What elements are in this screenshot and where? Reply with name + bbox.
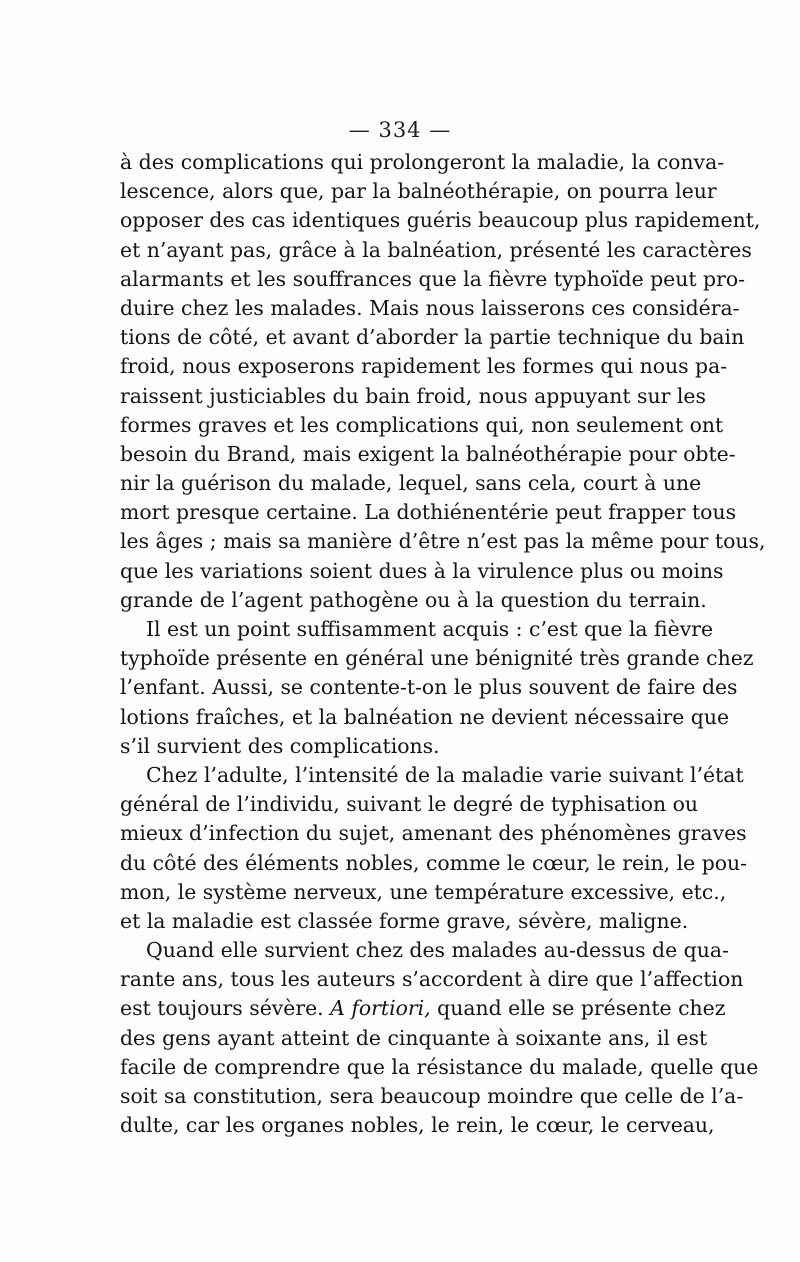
text-line: mieux d’infection du sujet, amenant des phénomènes graves: [120, 821, 747, 846]
italic-phrase: A fortiori,: [330, 996, 431, 1021]
text-line: et la maladie est classée forme grave, sévère, maligne.: [120, 908, 689, 933]
text-line: alarmants et les souffrances que la fièvre typhoïde peut pro-: [120, 266, 746, 291]
body-text: [120, 148, 766, 1140]
text-line: raissent justiciables du bain froid, nous appuyant sur les: [120, 383, 706, 408]
text-line: lescence, alors que, par la balnéothérapie, on pourra leur: [120, 179, 717, 204]
text-line: général de l’individu, suivant le degré de typhisation ou: [120, 792, 699, 817]
text-line: l’enfant. Aussi, se contente-t-on le plus souvent de faire des: [120, 675, 738, 700]
text-segment: est toujours sévère.: [120, 996, 324, 1021]
page-number: — 334 —: [348, 118, 452, 142]
text-line: duire chez les malades. Mais nous laisserons ces considéra-: [120, 295, 740, 320]
text-line: à des complications qui prolongeront la maladie, la conva-: [120, 150, 725, 174]
text-line: les âges ; mais sa manière d’être n’est pas la même pour tous,: [120, 529, 766, 554]
text-line: Quand elle survient chez des malades au-dessus de qua-: [146, 938, 729, 963]
text-line: Chez l’adulte, l’intensité de la maladie varie suivant l’état: [146, 762, 744, 787]
text-line: mon, le système nerveux, une température excessive, etc.,: [120, 879, 727, 904]
text-line: opposer des cas identiques guéris beaucoup plus rapidement,: [120, 208, 761, 233]
text-line: soit sa constitution, sera beaucoup moindre que celle de l’a-: [120, 1084, 744, 1108]
text-line: lotions fraîches, et la balnéation ne devient nécessaire que: [120, 704, 730, 729]
text-line: Il est un point suffisamment acquis : c’est que la fièvre: [146, 617, 714, 641]
text-line-mixed: [120, 994, 726, 1023]
text-line: formes graves et les complications qui, non seulement ont: [120, 412, 724, 437]
text-line: du côté des éléments nobles, comme le cœur, le rein, le pou-: [120, 850, 748, 875]
text-line: besoin du Brand, mais exigent la balnéothérapie pour obte-: [120, 441, 736, 466]
text-line: grande de l’agent pathogène ou à la question du terrain.: [120, 587, 707, 612]
text-segment: quand elle se présente chez: [437, 996, 726, 1021]
text-line: froid, nous exposerons rapidement les formes qui nous pa-: [120, 354, 728, 379]
text-line: s’il survient des complications.: [120, 733, 440, 758]
text-line: rante ans, tous les auteurs s’accordent à dire que l’affection: [120, 967, 744, 992]
text-line: nir la guérison du malade, lequel, sans cela, court à une: [120, 471, 702, 496]
text-line: tions de côté, et avant d’aborder la partie technique du bain: [120, 325, 745, 350]
text-line: typhoïde présente en général une bénignité très grande chez: [120, 646, 754, 671]
text-line: et n’ayant pas, grâce à la balnéation, présenté les caractères: [120, 237, 752, 262]
text-line: mort presque certaine. La dothiénentérie peut frapper tous: [120, 500, 737, 525]
text-line: que les variations soient dues à la virulence plus ou moins: [120, 558, 724, 583]
text-line: dulte, car les organes nobles, le rein, le cœur, le cerveau,: [120, 1113, 715, 1138]
text-line: facile de comprendre que la résistance du malade, quelle que: [120, 1054, 759, 1079]
text-line: des gens ayant atteint de cinquante à soixante ans, il est: [120, 1025, 708, 1050]
